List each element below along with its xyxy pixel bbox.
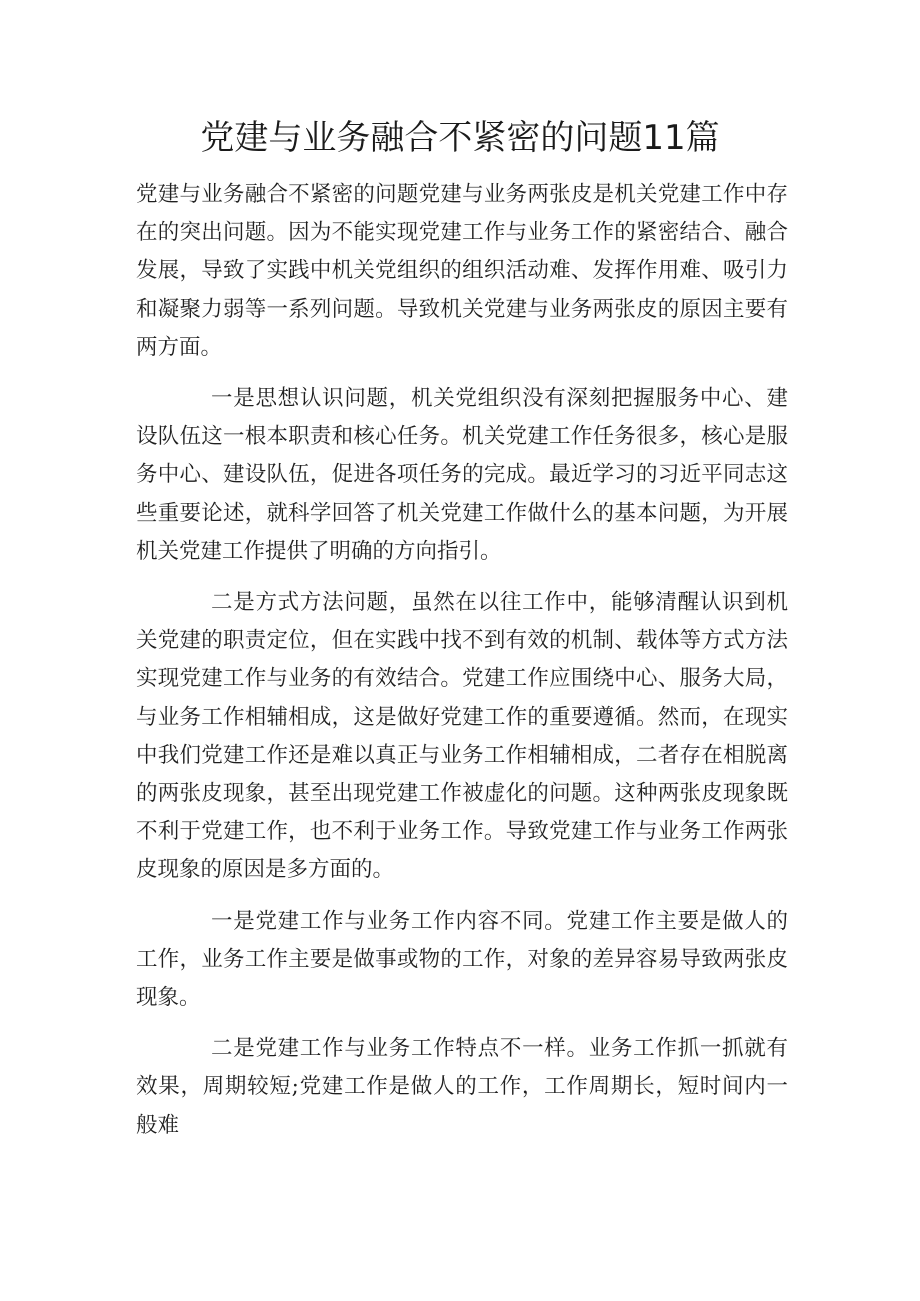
paragraph-point-2: 二是方式方法问题，虽然在以往工作中，能够清醒认识到机关党建的职责定位，但在实践中找不到有效的机制、载体等方式方法实现党建工作与业务的有效结合。党建工作应围绕中心、服务大局，与业务工作相辅相成，这是做好党建工作的重要遵循。然而，在现实中我们党建工作还是难以真正与业务工作相辅相成，二者存在相脱离的两张皮现象，甚至出现党建工作被虚化的问题。这种两张皮现象既不利于党建工作，也不利于业务工作。导致党建工作与业务工作两张皮现象的原因是多方面的。 [136,590,788,883]
paragraph-point-1: 一是思想认识问题，机关党组织没有深刻把握服务中心、建设队伍这一根本职责和核心任务。机关党建工作任务很多，核心是服务中心、建设队伍，促进各项任务的完成。最近学习的习近平同志这些重要论述，就科学回答了机关党建工作做什么的基本问题，为开展机关党建工作提供了明确的方向指引。 [136,386,788,564]
paragraph-sub-point-1: 一是党建工作与业务工作内容不同。党建工作主要是做人的工作，业务工作主要是做事或物的工作，对象的差异容易导致两张皮现象。 [136,908,788,1011]
document-body [136,176,788,1158]
paragraph-intro: 党建与业务融合不紧密的问题党建与业务两张皮是机关党建工作中存在的突出问题。因为不能实现党建工作与业务工作的紧密结合、融合发展，导致了实践中机关党组织的组织活动难、发挥作用难、吸引力和凝聚力弱等一系列问题。导致机关党建与业务两张皮的原因主要有两方面。 [136,182,788,360]
document-title: 党建与业务融合不紧密的问题11篇 [200,118,720,158]
paragraph-sub-point-2: 二是党建工作与业务工作特点不一样。业务工作抓一抓就有效果，周期较短;党建工作是做人的工作，工作周期长，短时间内一般难 [136,1036,788,1138]
